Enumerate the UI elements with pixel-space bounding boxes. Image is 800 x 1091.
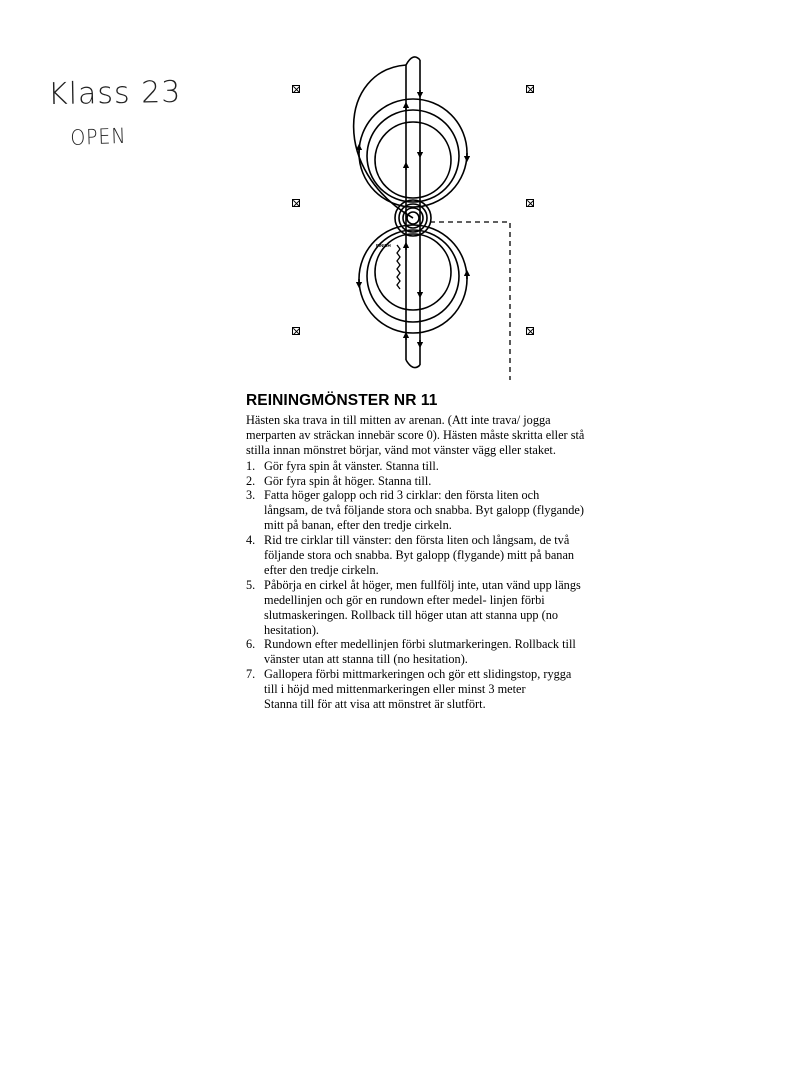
pattern-steps (246, 459, 586, 698)
step-text: Gör fyra spin åt vänster. Stanna till. (264, 458, 439, 473)
step-text: Gör fyra spin åt höger. Stanna till. (264, 473, 432, 488)
step-number: 5. (246, 577, 256, 592)
step-text: Rid tre cirklar till vänster: den första liten och långsam, de två följande stora och snabba. Byt galopp (flygande) mitt på banan efter den tredje cirkeln. (264, 533, 575, 577)
step-item (246, 637, 586, 667)
rollback-loop (354, 65, 413, 218)
step-item (246, 474, 586, 489)
handwritten-class-label: Klass 23 (47, 74, 182, 113)
step-number: 6. (246, 637, 256, 652)
step-number: 3. (246, 488, 256, 503)
step-number: 7. (246, 667, 256, 682)
step-text: Fatta höger galopp och rid 3 cirklar: den första liten och långsam, de två följande stora och snabba. Byt galopp (flygande) mitt på banan, efter den tredje cirkeln. (264, 488, 584, 533)
pattern-path-drawing (280, 50, 550, 385)
pattern-finish-note: Stanna till för att visa att mönstret är slutfört. (264, 697, 486, 712)
step-item (246, 459, 586, 474)
step-number: 4. (246, 533, 256, 548)
pattern-description (246, 392, 586, 712)
pattern-title: REININGMÖNSTER NR 11 (246, 392, 438, 409)
upper-large-circle (367, 110, 459, 202)
entry-dashed-line (430, 222, 510, 380)
step-item (246, 533, 586, 578)
step-text: Påbörja en cirkel åt höger, men fullfölj inte, utan vänd upp längs medellinjen och gör en rundown efter medel- linjen förbi slutmaskeringen. Rollback till höger utan att stanna upp (no hesitation). (264, 577, 581, 637)
step-text: Gallopera förbi mittmarkeringen och gör ett slidingstop, rygga till i höjd med mittenmarkeringen eller minst 3 meter (264, 667, 572, 697)
step-text: Rundown efter medellinjen förbi slutmarkeringen. Rollback till vänster utan att stanna till (no hesitation). (264, 637, 576, 667)
finish-label: FINISH (376, 243, 391, 248)
pattern-intro: Hästen ska trava in till mitten av arenan. (Att inte trava/ jogga merparten av sträckan innebär score 0). Hästen måste skritta eller stå stilla innan mönstret börjar, vänd mot vänster vägg eller staket. (246, 413, 585, 458)
step-number: 2. (246, 473, 256, 488)
step-item (246, 488, 586, 533)
handwritten-division-label: OPEN (70, 123, 127, 150)
step-item (246, 667, 586, 697)
upper-small-circle (375, 122, 451, 198)
reining-pattern-diagram (280, 50, 550, 385)
step-item (246, 578, 586, 638)
step-number: 1. (246, 458, 256, 473)
